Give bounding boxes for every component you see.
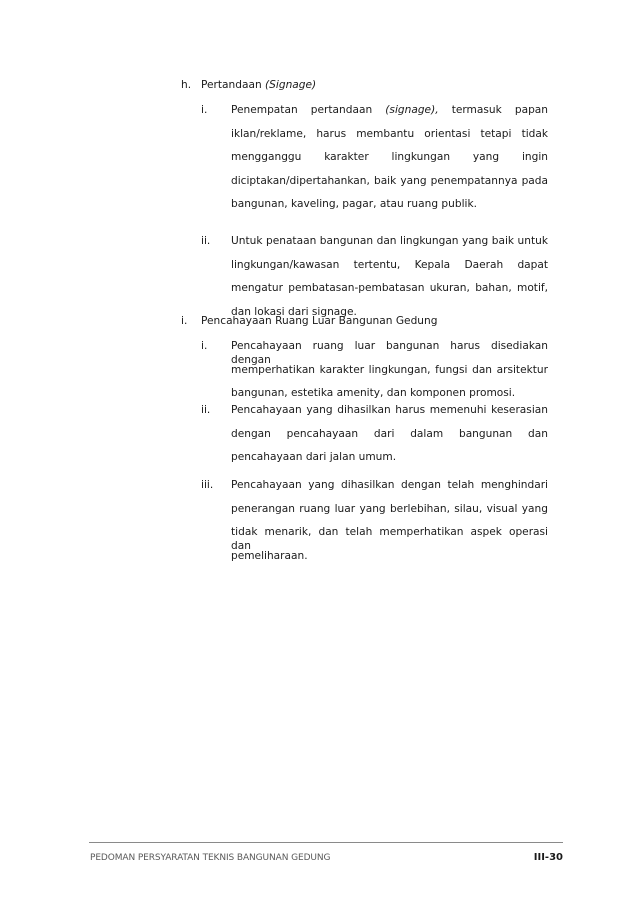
page-number: III-30 xyxy=(533,852,563,863)
word: karakter xyxy=(324,151,369,164)
word: bangunan xyxy=(319,235,374,247)
word: memenuhi xyxy=(429,404,487,416)
word: Kepala xyxy=(414,258,451,271)
word: dengan xyxy=(231,354,271,366)
word: pencahayaan xyxy=(286,427,359,440)
word: dan xyxy=(231,540,251,553)
word: harus xyxy=(450,340,481,352)
paragraph-line xyxy=(231,549,548,563)
section-h-title xyxy=(201,78,316,92)
word: dihasilkan xyxy=(337,404,391,416)
word: fungsi xyxy=(435,363,468,376)
word: operasi xyxy=(508,526,549,539)
word: orientasi xyxy=(424,127,471,140)
word: untuk xyxy=(517,235,548,247)
word: disediakan xyxy=(490,340,548,352)
paragraph-line xyxy=(231,427,548,441)
word: membantu xyxy=(356,127,415,140)
word: Pencahayaan xyxy=(231,404,302,416)
word: tidak xyxy=(231,526,258,539)
word: harus xyxy=(316,127,347,140)
word: pada xyxy=(521,174,548,187)
word: iklan/reklame, xyxy=(231,127,307,140)
paragraph-line xyxy=(231,363,548,377)
word: diciptakan/dipertahankan, xyxy=(231,174,370,187)
section-h-title-italic: (Signage) xyxy=(265,79,317,91)
word: dalam xyxy=(410,427,444,440)
word: pemeliharaan. xyxy=(231,549,308,562)
word: ruang xyxy=(312,340,344,352)
word: silau, xyxy=(454,502,483,515)
word: lingkungan xyxy=(391,151,451,164)
word: pencahayaan dari jalan umum. xyxy=(231,451,397,464)
word: mengatur xyxy=(231,282,283,295)
word: penerangan xyxy=(231,502,295,515)
word: berlebihan, xyxy=(389,502,450,515)
section-i-title: Pencahayaan Ruang Luar Bangunan Gedung xyxy=(201,315,438,327)
word: mengganggu xyxy=(231,151,302,164)
paragraph-line xyxy=(231,281,548,295)
paragraph-line xyxy=(231,258,548,272)
word: memperhatikan xyxy=(231,363,316,376)
word: dan xyxy=(376,235,397,247)
section-h-title-text: Pertandaan xyxy=(201,79,266,91)
word: tetapi xyxy=(480,127,512,140)
section-h-item-1-marker: i. xyxy=(201,104,208,116)
word: memperhatikan xyxy=(379,526,464,539)
word: dengan xyxy=(401,479,441,491)
paragraph-line xyxy=(231,478,548,492)
word: dan xyxy=(528,427,548,440)
paragraph-line xyxy=(231,502,548,516)
section-i-item-2-marker: ii. xyxy=(201,404,211,416)
paragraph-line xyxy=(231,103,548,117)
word: yang xyxy=(308,479,335,491)
word: yang xyxy=(306,404,333,416)
word: dengan xyxy=(231,427,271,440)
word: aspek xyxy=(470,526,502,539)
word: luar xyxy=(334,502,356,515)
word: menarik, xyxy=(264,526,312,539)
word: Pencahayaan xyxy=(231,340,302,352)
word: ingin xyxy=(521,151,549,164)
word: yang xyxy=(472,151,500,164)
word: Untuk xyxy=(231,235,263,247)
word: karakter xyxy=(319,363,365,376)
word: motif, xyxy=(517,282,548,295)
word: termasuk xyxy=(451,104,502,116)
word: arsitektur xyxy=(496,363,548,376)
section-i-item-3-marker: iii. xyxy=(201,479,214,491)
footer-title: PEDOMAN PERSYARATAN TEKNIS BANGUNAN GEDUNG xyxy=(90,853,331,863)
word: lingkungan xyxy=(400,235,459,247)
word: Pencahayaan xyxy=(231,479,302,491)
word: yang xyxy=(359,502,386,515)
word: (signage), xyxy=(385,104,439,116)
word: papan xyxy=(514,104,549,116)
word: pembatasan-pembatasan xyxy=(288,282,425,295)
word: Daerah xyxy=(464,258,504,271)
word: dihasilkan xyxy=(341,479,395,491)
section-h-marker: h. xyxy=(181,79,192,91)
word: yang xyxy=(521,502,548,515)
word: tidak xyxy=(521,127,549,140)
word: penataan xyxy=(265,235,317,247)
word: dan lokasi dari signage. xyxy=(231,305,357,318)
word: bangunan xyxy=(458,427,513,440)
word: Penempatan xyxy=(231,104,298,116)
word: tertentu, xyxy=(353,258,401,271)
paragraph-line xyxy=(231,234,548,248)
paragraph-line xyxy=(231,197,548,211)
word: bangunan, kaveling, pagar, atau ruang publik. xyxy=(231,198,477,211)
paragraph-line xyxy=(231,450,548,464)
section-i-marker: i. xyxy=(181,315,188,327)
paragraph-line xyxy=(231,150,548,164)
word: keserasian xyxy=(491,404,548,416)
paragraph-line xyxy=(231,174,548,188)
word: lingkungan, xyxy=(368,363,431,376)
section-h-item-2-marker: ii. xyxy=(201,235,211,247)
word: bahan, xyxy=(475,282,512,295)
word: yang xyxy=(400,174,427,187)
section-i-item-1-marker: i. xyxy=(201,340,208,352)
word: telah xyxy=(345,526,373,539)
paragraph-line xyxy=(231,127,548,141)
word: ukuran, xyxy=(429,282,470,295)
word: telah xyxy=(447,479,475,491)
paragraph-line xyxy=(231,403,548,417)
word: dapat xyxy=(517,258,549,271)
word: luar xyxy=(354,340,376,352)
word: harus xyxy=(395,404,426,416)
word: dan xyxy=(318,526,339,539)
word: bangunan, estetika amenity, dan komponen promosi. xyxy=(231,387,516,400)
word: lingkungan/kawasan xyxy=(231,258,340,271)
word: pertandaan xyxy=(310,104,373,116)
word: baik xyxy=(491,235,515,247)
word: ruang xyxy=(299,502,331,515)
word: dan xyxy=(472,363,493,376)
paragraph-line xyxy=(231,386,548,400)
word: dari xyxy=(373,427,395,440)
word: bangunan xyxy=(386,340,440,352)
word: yang xyxy=(462,235,489,247)
word: menghindari xyxy=(480,479,548,491)
word: visual xyxy=(486,502,518,515)
word: penempatannya xyxy=(430,174,518,187)
word: baik xyxy=(373,174,397,187)
footer-divider xyxy=(89,842,563,843)
